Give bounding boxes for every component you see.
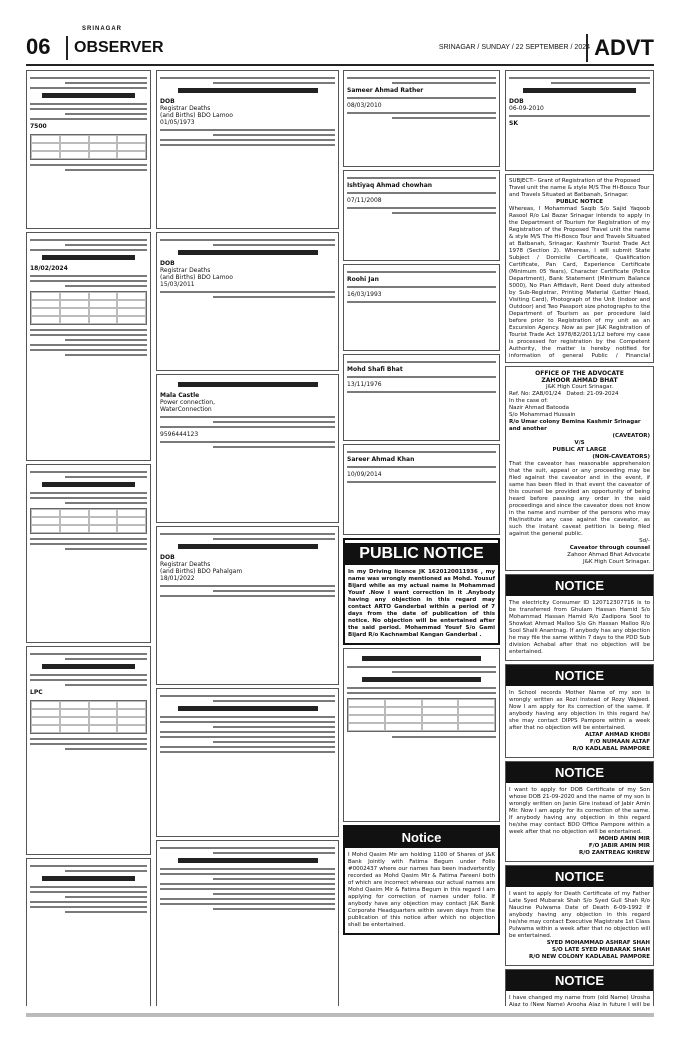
share-notice-body: I Mohd Qasim Mir am holding 1100 of Shares of J&K Bank Jointly with Fatima Begum under Folio #0002437 where our names has been inadvertently recorded as Mohd Qasim Mir & Fatima Fareeni both of which are incorrect whereas our actual names are Mohd Qasim Mir & Fatima Begum in this regard I am applying for correction of names under folio. If anybody have any objection may contact J&K Bank Corporate Headquarters within seven days from the publication of this notice after which no objection shall be entertained. (348, 852, 495, 928)
notice-sig: ALTAF AHMAD KHOBI (585, 732, 650, 738)
travel-notice-title: PUBLIC NOTICE (555, 199, 604, 205)
notice-title: NOTICE (506, 970, 653, 991)
urdu-notice (26, 646, 151, 855)
page-number: 06 (26, 34, 51, 59)
notice-dob: DOB (160, 554, 175, 561)
dob-notice (505, 761, 654, 862)
column-2 (156, 70, 339, 1006)
column-3 (343, 70, 500, 1006)
notice-name: Roohi Jan (347, 276, 379, 283)
urdu-notice (505, 70, 654, 171)
notice-date: 18/01/2022 (160, 575, 195, 582)
notice-sig: R/O KADLABAL PAMPORE (572, 746, 650, 752)
notice-dob: DOB (509, 98, 524, 105)
urdu-notice (156, 526, 339, 685)
notice-date: 06-09-2010 (509, 105, 544, 112)
notice-title: NOTICE (506, 575, 653, 596)
section-label: ADVT (586, 34, 654, 62)
notice-water: WaterConnection (160, 406, 212, 413)
urdu-notice (343, 444, 500, 535)
school-notice (505, 664, 654, 758)
notice-date: 18/02/2024 (30, 265, 68, 272)
caveat-respondent: PUBLIC AT LARGE (552, 447, 607, 453)
notice-registrar: Registrar Deaths (160, 267, 211, 274)
public-notice-licence (343, 538, 500, 645)
travel-subject: SUBJECT:- Grant of Registration of the Proposed Travel unit the name & style M/S The Hi-Bosco Tour and Travels Situated at Batbanah, Srinagar. (509, 178, 650, 198)
caveat-notice (505, 366, 654, 571)
masthead-divider (66, 36, 68, 60)
death-cert-notice (505, 865, 654, 966)
notice-sig: S/O LATE SYED MUBARAK SHAH (552, 947, 650, 953)
notice-bdo: (and Births) BDO Pahalgam (160, 568, 243, 575)
notice-title: NOTICE (506, 665, 653, 686)
notice-power: Power connection, (160, 399, 216, 406)
notice-sig: SYED MOHAMMAD ASHRAF SHAH (546, 940, 650, 946)
caveat-ref: Ref. No: ZAB/01/24 (509, 391, 562, 397)
notice-name: Mohd Shafi Bhat (347, 366, 403, 373)
caveat-sd: Sd/- (639, 538, 650, 544)
notice-body: I want to apply for Death Certificate of my Father Late Syed Mubarak Shah S/o Syed Gull Shah R/o Naucine Pulwama Date of Death 6-09-1992 If anybody having any objection in this regard he/she may contact Executive Magistrate 1st Class Pulwama within a week after that no objection will be entertained. (509, 891, 650, 939)
urdu-notice (343, 648, 500, 822)
notice-name: Ishtiyaq Ahmad chowhan (347, 182, 433, 189)
notice-sig: F/O JABIR AMIN MIR (588, 843, 650, 849)
notice-dob: DOB (160, 260, 175, 267)
caveator-label: (CAVEATOR) (612, 433, 650, 439)
urdu-notice (156, 840, 339, 1006)
urdu-notice (343, 70, 500, 167)
caveat-date: Dated: 21-09-2024 (566, 391, 619, 397)
notice-body: The electricity Consumer ID 120712307716 is to be transferred from Ghulam Hassan Hamid S/o Mohammad Hassan Hamid R/o Zadipora Sool to Showkat Ahmad Malloo S/o Gh Hassan Malloo R/o Sool Shalli Anantnag. If anybody has any objection he may file the same within 7 days to the PDD Sub division Achabal after that no objection will be entertained. (509, 600, 650, 655)
notice-date: 07/11/2008 (347, 197, 382, 204)
notice-registrar: Registrar Deaths (160, 561, 211, 568)
notice-date: 08/03/2010 (347, 102, 382, 109)
share-notice-title: Notice (345, 827, 498, 848)
notice-date: 01/05/1973 (160, 119, 195, 126)
notice-date: 13/11/1976 (347, 381, 382, 388)
caveat-party-father: S/o Mohammad Hussain (509, 412, 576, 418)
public-notice-title: PUBLIC NOTICE (345, 543, 498, 565)
masthead (26, 26, 654, 66)
column-4 (505, 70, 654, 1006)
caveat-sig: Zahoor Ahmad Bhat Advocate (567, 552, 650, 558)
advocate-name: ZAHOOR AHMAD BHAT (541, 377, 618, 384)
urdu-notice (156, 374, 339, 523)
dateline: SRINAGAR / SUNDAY / 22 SEPTEMBER / 2024 (438, 44, 590, 51)
advocate-court: J&K High Court Srinagar. (545, 384, 613, 390)
advocate-office: OFFICE OF THE ADVOCATE (535, 370, 624, 377)
notice-body: I have changed my name from (old Name) Urosha Ajaz to (New Name) Arooha Ajaz in future I will be (509, 995, 650, 1006)
notice-dob: DOB (160, 98, 175, 105)
electricity-notice (505, 574, 654, 661)
urdu-notice (343, 170, 500, 261)
notice-date: 16/03/1993 (347, 291, 382, 298)
urdu-notice (156, 688, 339, 837)
notice-body: In School records Mother Name of my son is wrongly written as Rozi instead of Rozy Wajeed. Now I am apply for its correction of the same. If anybody having any objection in this regard he/ she may contact DIPPS Pampore within a week after that no objection will be entertained. (509, 690, 650, 731)
travel-notice-body: Whereas, I Mohammad Saqib S/o Sajid Yaqoob Rasool R/o Lal Bazar Srinagar intends to apply in the Department of Tourism for Registration of my Registration of the Proposed Travel unit the name & style M/S The Hi-Bosco Tour and Travels Situated at Batbanah, Srinagar. Kashmir Tourist Trade Act 1978 (Section 2). Whereas, I will submit State Subject / Domicile Certificate, Qualification Certificate, Pan Card, Experience Certificate (Minimum 05 Years), Character Certificate (Police Department), Bank Statement (Minimum Balance 5000), No Plan Affidavit, Rent Deed duly attested by Sub-Registrar, Printing Material (Letter Head, Visiting Card), Photograph of the Unit (Indoor and Outdoor) and Two Passport size photographs to the Department of Tourism as per procedure laid before prior to Registration of my unit as an Excursion Agency. Now as per J&K Registration of Tourist Trade Act 1978/82/2011/12 before my case is processed for registration by the Competent Authority, the matter is hereby notified for information of general Public / Financial (509, 206, 650, 358)
footer-rule (26, 1013, 654, 1017)
notice-place: Mala Castle (160, 392, 200, 399)
notice-sig: R/O ZANTREAG KHREW (578, 850, 650, 856)
notice-phone: 9596444123 (160, 431, 199, 438)
caveat-body: That the caveator has reasonable apprehension that the suit, appeal or any proceeding may be filed against the caveator and in the event, if same has been filed in that event the caveator of this counsel be provided an opportunity of being heard before passing any order in the said proceedings and since the caveator does not know in the name and number of the persons who may file/institute any case against the caveator, as such the instant caveat petition is being filed against the general public. (509, 461, 650, 537)
notice-registrar: Registrar Deaths (160, 105, 211, 112)
notice-date: 10/09/2014 (347, 471, 382, 478)
notice-bdo: (and Births) BDO Lamoo (160, 112, 233, 119)
notice-title: NOTICE (506, 866, 653, 887)
logo-name: OBSERVER (74, 39, 164, 56)
urdu-notice (26, 70, 151, 229)
urdu-notice (343, 264, 500, 351)
notice-sig: MOHD AMIN MIR (598, 836, 650, 842)
caveat-party-address: R/o Umar colony Bemina Kashmir Srinagar and another (509, 419, 641, 432)
name-change-notice (505, 969, 654, 1006)
notice-bdo: (and Births) BDO Lamoo (160, 274, 233, 281)
urdu-notice (26, 464, 151, 643)
logo-city: SRINAGAR (82, 26, 123, 32)
caveat-case: In the case of: (509, 398, 548, 404)
notice-title: NOTICE (506, 762, 653, 783)
share-notice (343, 825, 500, 935)
urdu-notice (343, 354, 500, 441)
notice-sig: R/O NEW COLONY KADLABAL PAMPORE (528, 954, 650, 960)
non-caveator-label: (NON-CAVEATORS) (592, 454, 650, 460)
notice-sig: F/O NUMAAN ALTAF (589, 739, 650, 745)
notice-name: Sareer Ahmad Khan (347, 456, 415, 463)
caveat-sig: Caveator through counsel (569, 545, 650, 551)
lpc-label: LPC (30, 689, 43, 696)
notice-name: Sameer Ahmad Rather (347, 87, 424, 94)
public-notice-travel (505, 174, 654, 363)
urdu-notice (156, 232, 339, 371)
public-notice-body: In my Driving licence JK 1620120011936 , my name was wrongly mentioned as Mohd. Yousuf Bijard while as my actual name is Mohammad Yousf .Now I want correction in it .Anybody having any objection in this regard may contact ARTO Ganderbal within a period of 7 days from the date of publication of this notice. No objection will be entertained after the said period. Mohammad Yousf S/o Gami Bijard R/o Kachnambal Kangan Ganderbal . (348, 569, 495, 638)
notice-body: I want to apply for DOB Certificate of my Son whose DOB 21-09-2020 and the name of my son is wrongly written on Janin Gire instead of Jabir Amin Mir. Now I am apply for its correction of the same. If anybody having any objection in this regard he/she may contact BDO Office Pampore within a week after that no objection will be entertained. (509, 787, 650, 835)
caveat-vs: V/S (574, 440, 585, 446)
notice-sk: SK (509, 120, 518, 127)
caveat-sig: J&K High Court Srinagar. (582, 559, 650, 565)
urdu-notice (26, 232, 151, 461)
notice-date: 15/03/2011 (160, 281, 195, 288)
column-1 (26, 70, 151, 1006)
newspaper-logo (74, 26, 164, 62)
urdu-notice (156, 70, 339, 229)
caveat-party: Nazir Ahmad Batooda (509, 405, 570, 411)
urdu-notice (26, 858, 151, 1006)
amount-text: 7500 (30, 123, 47, 130)
